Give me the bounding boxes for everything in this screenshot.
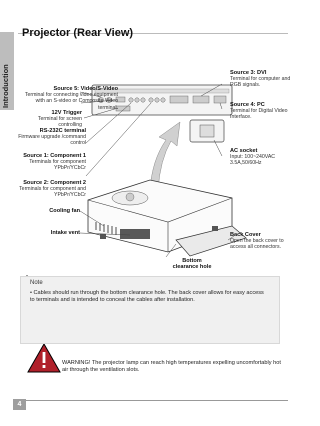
bottom-divider (18, 400, 288, 401)
label-trigger (14, 110, 82, 129)
note-heading: Note (30, 280, 43, 286)
label-rs232 (14, 128, 86, 147)
label-back-cover-desc: Open the back cover to access all connectors. (230, 238, 284, 251)
label-trigger-desc: Terminal for screen controlling (37, 116, 82, 129)
label-source1 (14, 153, 86, 172)
label-rs232-desc: Firmware upgrade /command control (18, 134, 86, 147)
label-source2-title: Source 2: Component 2 (23, 180, 86, 186)
label-source5-title: Source 5: Video/S-Video (53, 86, 118, 92)
label-ac-socket-desc: Input: 100~240VAC 3.5A,50/60Hz (230, 154, 276, 167)
note-text: • Cables should run through the bottom clearance hole. The back cover allows for easy access to terminals and is intended to conceal the cables after installation. (30, 290, 264, 303)
label-source2 (14, 180, 86, 199)
warning-icon (28, 344, 60, 372)
label-source5-desc: Terminal for connecting video equipment with an S-video or Composite Video terminal. (24, 92, 118, 111)
label-rs232-title: RS-232C terminal (39, 128, 86, 134)
projector-body-illustration (88, 180, 246, 256)
direction-arrow (150, 122, 180, 190)
label-source3-title: Source 3: DVI (230, 70, 267, 76)
label-ac-socket (230, 148, 292, 167)
label-source5 (24, 86, 118, 111)
section-tab-label: Introduction (1, 64, 10, 108)
label-source1-desc: Terminals for component YPbPr/YCbCr (29, 159, 86, 172)
label-trigger-title: 12V Trigger (51, 110, 82, 116)
label-bottom-hole-title: Bottom clearance hole (172, 258, 212, 271)
label-source1-title: Source 1: Component 1 (23, 153, 86, 159)
label-source4-desc: Terminal for Digital Video Interface. (230, 108, 288, 121)
label-cooling-fan (14, 208, 80, 214)
page-title: Projector (Rear View) (22, 27, 134, 39)
label-bottom-hole (170, 258, 214, 270)
warning-text: WARNING! The projector lamp can reach high temperatures expelling uncomfortably hot air through the ventilation slots. (62, 360, 281, 373)
label-ac-socket-title: AC socket (230, 148, 258, 154)
label-back-cover-title: Back Cover (230, 232, 261, 238)
label-back-cover (230, 232, 288, 251)
label-cooling-fan-title: Cooling fan (49, 208, 80, 214)
label-source4-title: Source 4: PC (230, 102, 265, 108)
note-body: Cables should run through the bottom clearance hole. The back cover allows for easy access to terminals and is intended to conceal the cables after installation. (30, 290, 264, 303)
label-source3-desc: Terminal for computer and RGB signals. (230, 76, 291, 89)
label-source4 (230, 102, 292, 121)
page-number: 4 (13, 399, 26, 410)
note-box (20, 276, 280, 344)
label-intake-vent-title: Intake vent (50, 230, 80, 236)
label-source2-desc: Terminals for component and YPbPr/YCbCr (19, 186, 86, 199)
label-source3 (230, 70, 292, 89)
label-intake-vent (14, 230, 80, 236)
